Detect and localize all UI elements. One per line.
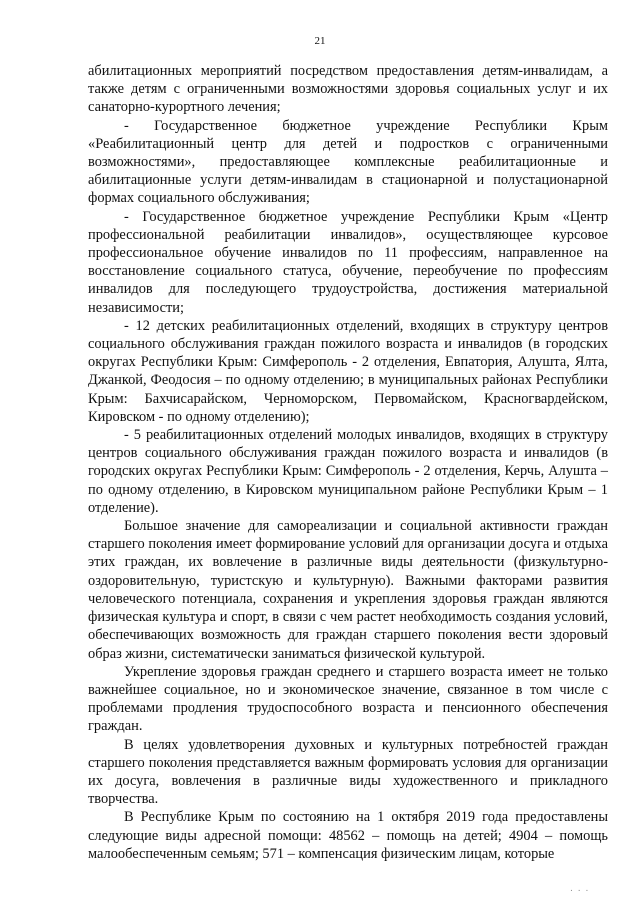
list-item-children-rehab-departments: - 12 детских реабилитационных отделений, входящих в структуру центров социального обслуживания граждан пожилого возраста и инвалидов (в городских округах Республики Крым: Симферополь - 2 отделения, Евпатория, Алушта, Ялта, Джанкой, Феодосия – по одному отделению; в муниципальных районах Республики Крым: Бахчисарайском, Черноморском, Первомайском, Красногвардейском, Кировском - по одному отделению); bbox=[88, 317, 608, 425]
paragraph-health-strengthening: Укрепление здоровья граждан среднего и старшего возраста имеет не только важнейшее социальное, но и экономическое значение, связанное в том числе с проблемами продления трудоспособного возраста и пенсионного обеспечения граждан. bbox=[88, 663, 608, 735]
list-item-young-disabled-departments: - 5 реабилитационных отделений молодых инвалидов, входящих в структуру центров социального обслуживания граждан пожилого возраста и инвалидов (в городских округах Республики Крым: Симферополь - 2 отделения, Керчь, Алушта – по одному отделению, в Кировском муниципальном районе Республики Крым – 1 отделение). bbox=[88, 427, 608, 516]
paragraph-leisure-seniors: Большое значение для самореализации и социальной активности граждан старшего поколения имеет формирование условий для организации досуга и отдыха этих граждан, их вовлечение в различные виды деятельности (физкультурно-оздоровительную, туристскую и культурную). Важными факторами развития человеческого потенциала, сохранения и укрепления здоровья граждан являются физическая культура и спорт, в связи с чем растет необходимость создания условий, обеспечивающих возможность для граждан старшего поколения вести здоровый образ жизни, систематически заниматься физической культурой. bbox=[88, 518, 608, 662]
scan-artifact-mark: . . . bbox=[570, 884, 590, 894]
list-item-professional-rehab-center: - Государственное бюджетное учреждение Республики Крым «Центр профессиональной реабилитации инвалидов», осуществляющее курсовое профессиональное обучение инвалидов по 11 профессиям, направленное на восстановление социального статуса, обучение, переобучение по профессиям инвалидов для последующего трудоустройства, достижения материальной независимости; bbox=[88, 208, 608, 316]
paragraph-cultural-needs: В целях удовлетворения духовных и культурных потребностей граждан старшего поколения представляется важным формировать условия для организации их досуга, вовлечения в различные виды художественного и прикладного творчества. bbox=[88, 736, 608, 808]
paragraph-targeted-assistance: В Республике Крым по состоянию на 1 октября 2019 года предоставлены следующие виды адресной помощи: 48562 – помощь на детей; 4904 – помощь малообеспеченным семьям; 571 – компенсация физическим лицам, которые bbox=[88, 809, 608, 862]
list-item-rehab-center-children: - Государственное бюджетное учреждение Республики Крым «Реабилитационный центр для детей и подростков с ограниченными возможностями», предоставляющее комплексные реабилитационные и абилитационные услуги детям-инвалидам в стационарной и полустационарной формах социального обслуживания; bbox=[88, 117, 608, 207]
paragraph-continuation: абилитационных мероприятий посредством предоставления детям-инвалидам, а также детям с ограниченными возможностями здоровья социальных услуг и их санаторно-курортного лечения; bbox=[88, 63, 608, 116]
page-number: 21 bbox=[314, 35, 326, 47]
body-text bbox=[88, 62, 608, 863]
